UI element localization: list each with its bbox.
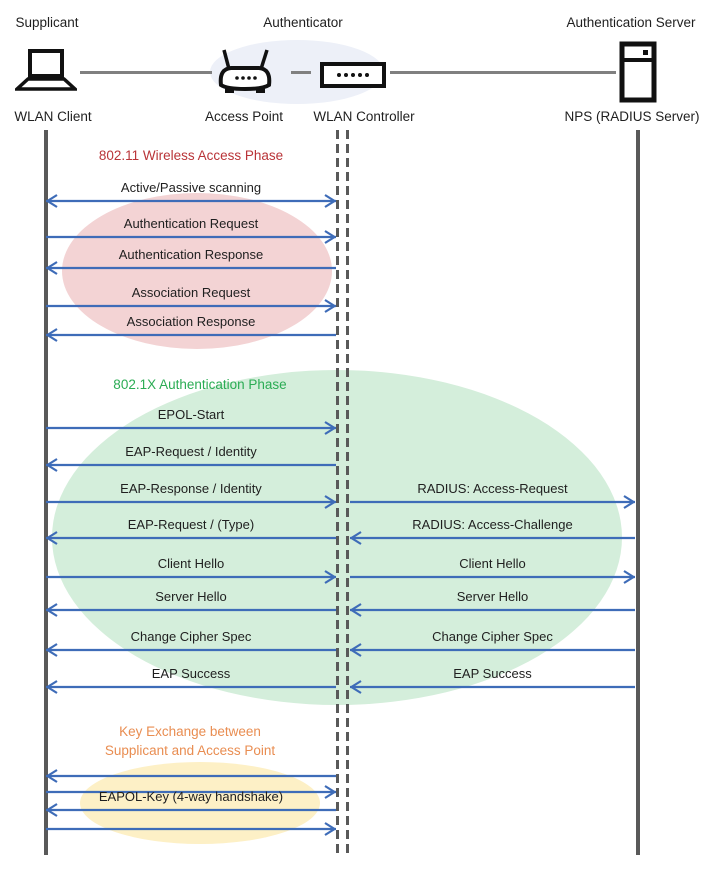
phase-key-exchange-title-line1: Key Exchange between (119, 724, 261, 739)
phase-dot1x-title: 802.1X Authentication Phase (113, 377, 287, 392)
message-arrow (46, 569, 336, 585)
message-arrow (46, 327, 336, 343)
message-arrow (46, 457, 336, 473)
message-label: Change Cipher Spec (130, 629, 252, 644)
message-label: Association Response (126, 314, 256, 329)
message-arrow (350, 642, 635, 658)
device-access-point: Access Point (204, 109, 284, 124)
message-arrow (46, 802, 336, 818)
message-arrow (46, 602, 336, 618)
message-arrow (350, 569, 635, 585)
device-wlan-controller: WLAN Controller (313, 109, 415, 124)
message-label: EPOL-Start (157, 407, 225, 422)
message-label: Client Hello (459, 556, 526, 571)
connector-ap-controller (291, 71, 311, 74)
message-label: EAP Success (453, 666, 532, 681)
message-arrow (46, 229, 336, 245)
phase-key-exchange-title-line2: Supplicant and Access Point (104, 743, 276, 758)
message-label: Active/Passive scanning (120, 180, 262, 195)
message-label: Authentication Response (118, 247, 264, 262)
role-authenticator: Authenticator (263, 15, 343, 30)
message-arrow (350, 494, 635, 510)
role-supplicant: Supplicant (15, 15, 79, 30)
message-arrow (46, 260, 336, 276)
message-arrow (46, 420, 336, 436)
message-arrow (46, 193, 336, 209)
message-label: Change Cipher Spec (432, 629, 553, 644)
wifi-router-icon (213, 47, 279, 95)
message-arrow (46, 494, 336, 510)
message-label: Client Hello (157, 556, 225, 571)
message-label: EAPOL-Key (4-way handshake) (98, 789, 284, 804)
message-label: RADIUS: Access-Challenge (412, 517, 573, 532)
connector-controller-server (390, 71, 616, 74)
connector-client-ap (80, 71, 212, 74)
message-label: Server Hello (456, 589, 529, 604)
server-icon (619, 41, 657, 103)
message-label: Server Hello (155, 589, 227, 604)
lifeline-dashed-right (346, 130, 349, 853)
role-authentication-server: Authentication Server (566, 15, 696, 30)
message-arrow (350, 602, 635, 618)
message-label: EAP Success (151, 666, 231, 681)
message-arrow (46, 679, 336, 695)
lifeline-dashed-left (336, 130, 339, 853)
message-arrow (350, 530, 635, 546)
message-label: EAP-Request / (Type) (127, 517, 255, 532)
message-label: EAP-Request / Identity (125, 444, 257, 459)
message-label: Association Request (131, 285, 251, 300)
wlan-controller-icon (320, 62, 386, 88)
message-arrow (46, 298, 336, 314)
message-arrow (46, 530, 336, 546)
device-nps-radius-server: NPS (RADIUS Server) (564, 109, 700, 124)
message-arrow (46, 642, 336, 658)
message-label: EAP-Response / Identity (120, 481, 262, 496)
message-arrow (46, 821, 336, 837)
message-label: Authentication Request (123, 216, 259, 231)
lifeline-radius-server (636, 130, 640, 855)
message-arrow (46, 768, 336, 784)
message-arrow (350, 679, 635, 695)
phase-key-exchange-title (105, 722, 275, 760)
message-label: RADIUS: Access-Request (417, 481, 568, 496)
phase-wireless-title: 802.11 Wireless Access Phase (98, 148, 284, 163)
laptop-icon (15, 49, 77, 93)
device-wlan-client: WLAN Client (14, 109, 92, 124)
